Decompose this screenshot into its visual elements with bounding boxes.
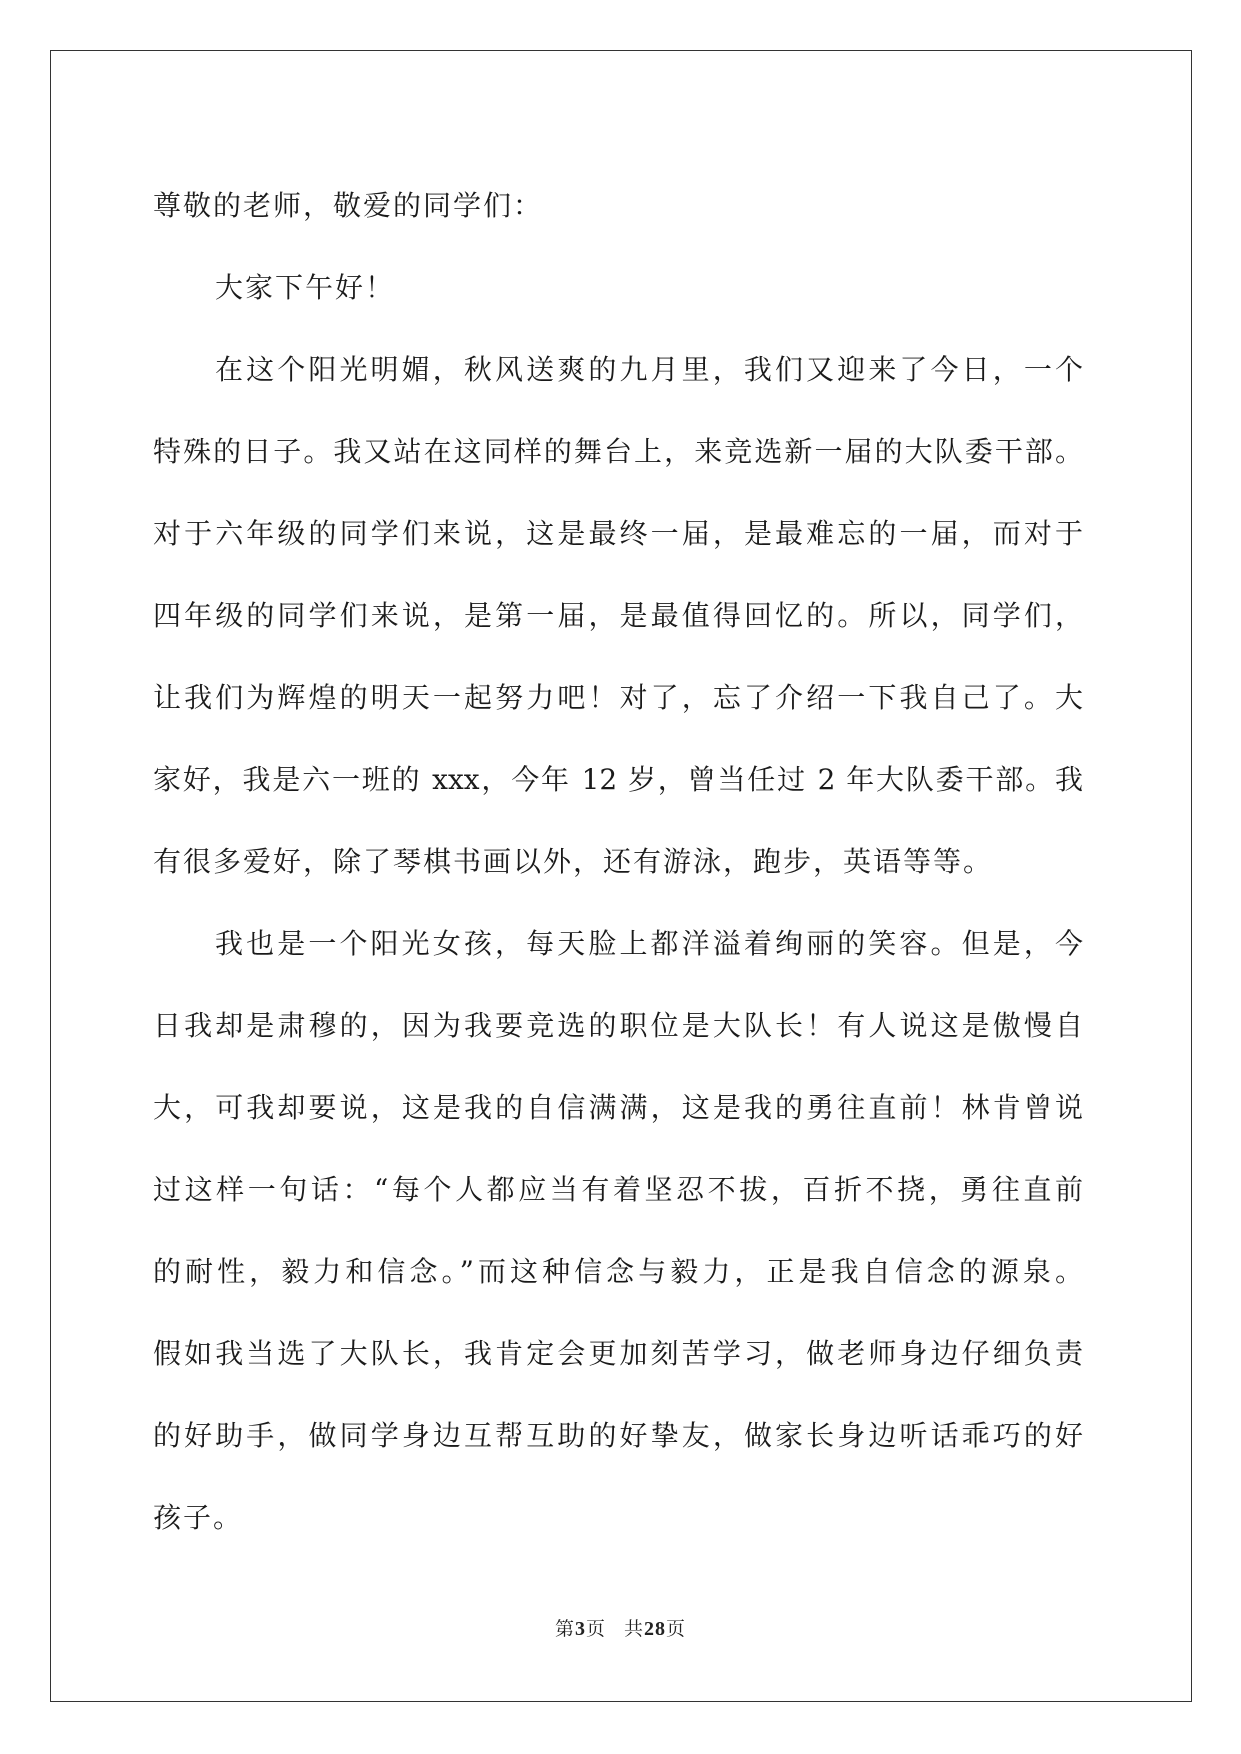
total-pages: 28 — [644, 1618, 667, 1640]
text-line-7: 让我们为辉煌的明天一起努力吧！对了，忘了介绍一下我自己了。大 — [153, 681, 1083, 714]
text-line-10: 我也是一个阳光女孩，每天脸上都洋溢着绚丽的笑容。但是，今 — [215, 927, 1083, 960]
document-body — [153, 165, 1083, 1559]
text-line-4: 特殊的日子。我又站在这同样的舞台上，来竞选新一届的大队委干部。 — [153, 435, 1083, 468]
page-prefix: 第 — [554, 1618, 575, 1640]
text-line-2: 大家下午好！ — [215, 271, 396, 304]
page-footer — [0, 1614, 1241, 1641]
text-line-1: 尊敬的老师，敬爱的同学们： — [153, 189, 544, 222]
text-line-13: 过这样一句话：“每个人都应当有着坚忍不拔，百折不挠，勇往直前 — [153, 1173, 1083, 1206]
text-line-11: 日我却是肃穆的，因为我要竞选的职位是大队长！有人说这是傲慢自 — [153, 1009, 1083, 1042]
text-line-5: 对于六年级的同学们来说，这是最终一届，是最难忘的一届，而对于 — [153, 517, 1083, 550]
text-line-8: 家好，我是六一班的 xxx，今年 12 岁，曾当任过 2 年大队委干部。我 — [153, 763, 1083, 796]
page-suffix: 页 — [585, 1618, 606, 1640]
text-line-12: 大，可我却要说，这是我的自信满满，这是我的勇往直前！林肯曾说 — [153, 1091, 1083, 1124]
text-line-17: 孩子。 — [153, 1501, 244, 1534]
text-line-9: 有很多爱好，除了琴棋书画以外，还有游泳，跑步，英语等等。 — [153, 845, 994, 878]
text-line-14: 的耐性，毅力和信念。”而这种信念与毅力，正是我自信念的源泉。 — [153, 1255, 1083, 1288]
total-suffix: 页 — [666, 1618, 687, 1640]
text-line-3: 在这个阳光明媚，秋风送爽的九月里，我们又迎来了今日，一个 — [215, 353, 1083, 386]
text-line-16: 的好助手，做同学身边互帮互助的好挚友，做家长身边听话乖巧的好 — [153, 1419, 1083, 1452]
text-line-6: 四年级的同学们来说，是第一届，是最值得回忆的。所以，同学们， — [153, 599, 1083, 632]
total-prefix: 共 — [624, 1618, 645, 1640]
page-number: 3 — [574, 1618, 586, 1640]
text-line-15: 假如我当选了大队长，我肯定会更加刻苦学习，做老师身边仔细负责 — [153, 1337, 1083, 1370]
